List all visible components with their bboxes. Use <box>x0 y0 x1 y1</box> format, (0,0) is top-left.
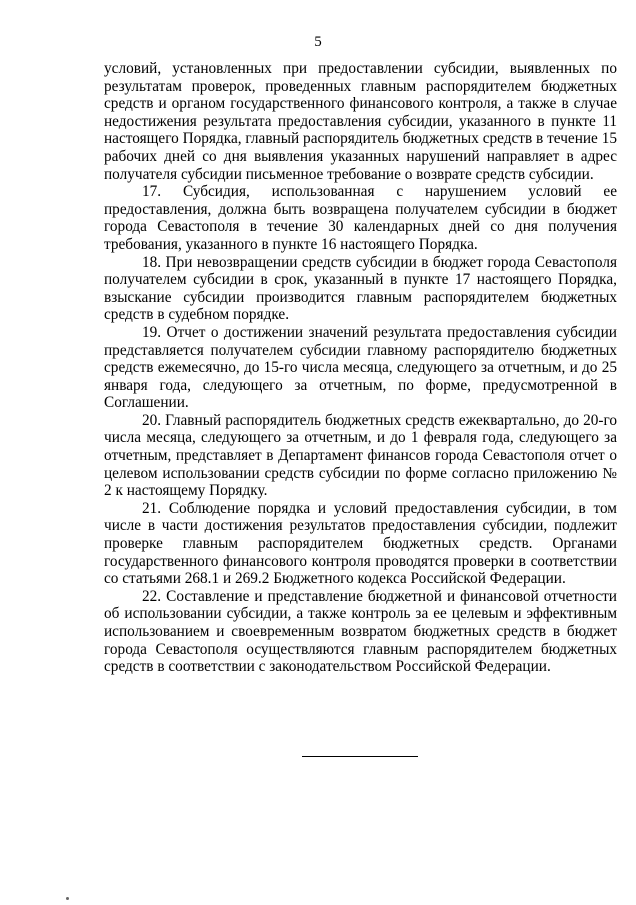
page-number: 5 <box>314 34 322 50</box>
paragraph-16-continuation: условий, установленных при предоставлении субсидии, выявленных по результатам проверок, проведенных главным распорядителем бюджетных средств и органом государственного финансового контроля, а также в случае недостижения результата предоставления субсидии, указанного в пункте 11 настоящего Порядка, главный распорядитель бюджетных средств в течение 15 рабочих дней со дня выявления указанных нарушений направляет в адрес получателя субсидии письменное требование о возврате средств субсидии. <box>104 60 617 183</box>
paragraph-18: 18. При невозвращении средств субсидии в бюджет города Севастополя получателем субсидии в срок, указанный в пункте 17 настоящего Порядка, взыскание субсидии производится главным распорядителем бюджетных средств в судебном порядке. <box>104 253 617 324</box>
paragraph-20: 20. Главный распорядитель бюджетных средств ежеквартально, до 20-го числа месяца, следующего за отчетным, и до 1 февраля года, следующего за отчетным, представляет в Департамент финансов города Севастополя отчет о целевом использовании средств субсидии по форме согласно приложению № 2 к настоящему Порядку. <box>104 411 617 500</box>
scan-speck <box>66 897 69 900</box>
paragraph-21: 21. Соблюдение порядка и условий предоставления субсидии, в том числе в части достижения результатов предоставления субсидии, подлежит проверке главным распорядителем бюджетных средств. Органами государственного финансового контроля проводятся проверки в соответствии со статьями 268.1 и 269.2 Бюджетного кодекса Российской Федерации. <box>104 499 617 588</box>
paragraph-22: 22. Составление и представление бюджетной и финансовой отчетности об использовании субсидии, а также контроль за ее целевым и эффективным использованием и своевременным возвратом бюджетных средств в бюджет города Севастополя осуществляются главным распорядителем бюджетных средств в соответствии с законодательством Российской Федерации. <box>104 587 617 676</box>
paragraph-17: 17. Субсидия, использованная с нарушением условий ее предоставления, должна быть возвращена получателем субсидии в бюджет города Севастополя в течение 30 календарных дней со дня получения требования, указанного в пункте 16 настоящего Порядка. <box>104 183 617 253</box>
end-divider-line <box>302 756 418 757</box>
document-body <box>104 60 617 676</box>
paragraph-19: 19. Отчет о достижении значений результата предоставления субсидии представляется получателем субсидии главному распорядителю бюджетных средств ежемесячно, до 15-го числа месяца, следующего за отчетным, и до 25 января года, следующего за отчетным, по форме, предусмотренной в Соглашении. <box>104 323 617 412</box>
